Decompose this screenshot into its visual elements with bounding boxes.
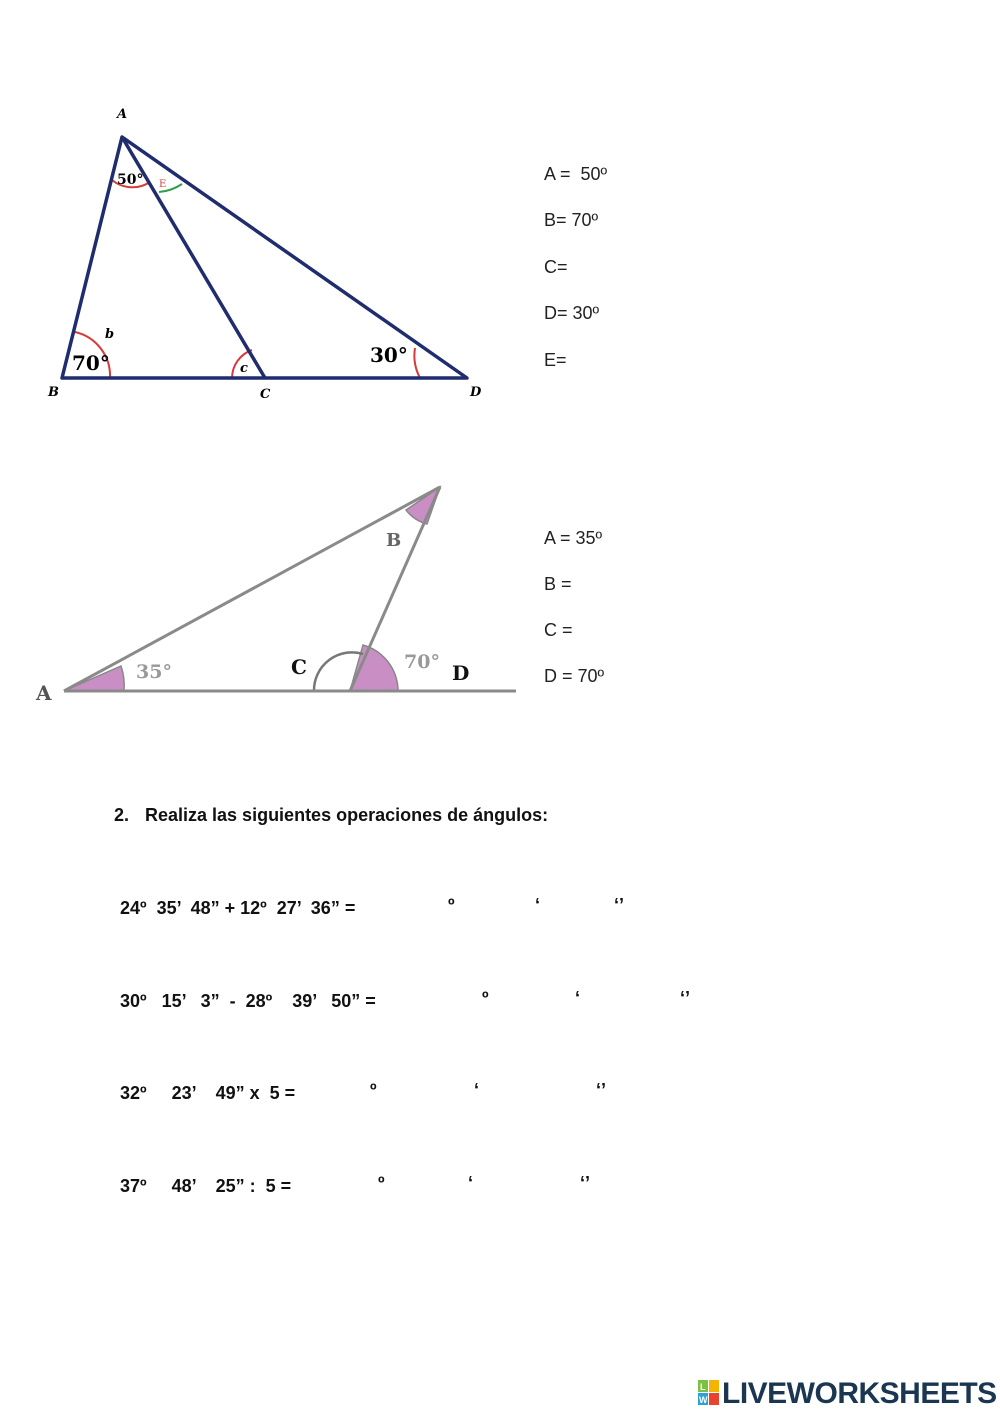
angle-arc-d: [414, 348, 420, 378]
vertex-label-d: D: [470, 385, 482, 400]
vertex-label-c: C: [260, 387, 271, 402]
liveworksheets-logo-icon: [698, 1380, 720, 1406]
point-label-c: C: [291, 655, 307, 679]
triangle-figure-2: [34, 462, 516, 708]
operation-1-min-input[interactable]: ‘: [535, 895, 541, 915]
vertex-label-b: B: [48, 385, 59, 400]
answer-b-1[interactable]: B= 70º: [544, 210, 599, 230]
point-label-b: B: [386, 530, 402, 551]
operation-3-deg-input[interactable]: º: [370, 1080, 377, 1100]
angle-label-a: 50°: [117, 172, 144, 188]
section-2-title: Realiza las siguientes operaciones de ángulos:: [145, 805, 549, 825]
operation-1-sec-input[interactable]: ‘’: [614, 895, 625, 915]
liveworksheets-brand[interactable]: LIVEWORKSHEETS: [722, 1377, 997, 1410]
answer-c-1[interactable]: C=: [544, 257, 568, 277]
section-2-number: 2.: [114, 805, 130, 825]
operation-1-deg-input[interactable]: º: [448, 895, 455, 915]
angle-label-b-letter: b: [105, 327, 115, 342]
operation-4-sec-input[interactable]: ‘’: [580, 1173, 591, 1193]
answer-a-2[interactable]: A = 35º: [544, 528, 603, 548]
operation-2-min-input[interactable]: ‘: [575, 988, 581, 1008]
angle-label-b: 70°: [72, 351, 110, 375]
operation-4-expression: 37º 48’ 25” : 5 =: [120, 1176, 292, 1196]
operation-2-sec-input[interactable]: ‘’: [680, 988, 691, 1008]
answer-d-1[interactable]: D= 30º: [544, 303, 600, 323]
triangle-figure-1: [40, 100, 510, 410]
logo-letter-w: W: [699, 1395, 708, 1405]
operation-1-expression: 24º 35’ 48” + 12º 27’ 36” =: [120, 898, 356, 918]
answer-d-2[interactable]: D = 70º: [544, 666, 605, 686]
point-label-a: A: [36, 681, 52, 705]
operation-3-sec-input[interactable]: ‘’: [596, 1080, 607, 1100]
operation-4-min-input[interactable]: ‘: [468, 1173, 474, 1193]
operation-4-deg-input[interactable]: º: [378, 1173, 385, 1193]
answer-c-2[interactable]: C =: [544, 620, 573, 640]
answer-e-1[interactable]: E=: [544, 350, 567, 370]
angle-label-d-2: 70°: [404, 651, 440, 673]
operation-3-min-input[interactable]: ‘: [474, 1080, 480, 1100]
answer-a-1[interactable]: A = 50º: [544, 164, 608, 184]
point-label-d: D: [452, 661, 470, 685]
operation-2-deg-input[interactable]: º: [482, 988, 489, 1008]
answer-b-2[interactable]: B =: [544, 574, 572, 594]
operation-3-expression: 32º 23’ 49” x 5 =: [120, 1083, 296, 1103]
angle-label-d: 30°: [370, 343, 408, 367]
logo-letter-l: L: [700, 1382, 706, 1392]
angle-label-a-2: 35°: [136, 661, 172, 683]
angle-label-c: c: [240, 361, 248, 376]
operation-2-expression: 30º 15’ 3” - 28º 39’ 50” =: [120, 991, 376, 1011]
angle-label-e: E: [159, 179, 167, 190]
vertex-label-a: A: [117, 107, 128, 122]
